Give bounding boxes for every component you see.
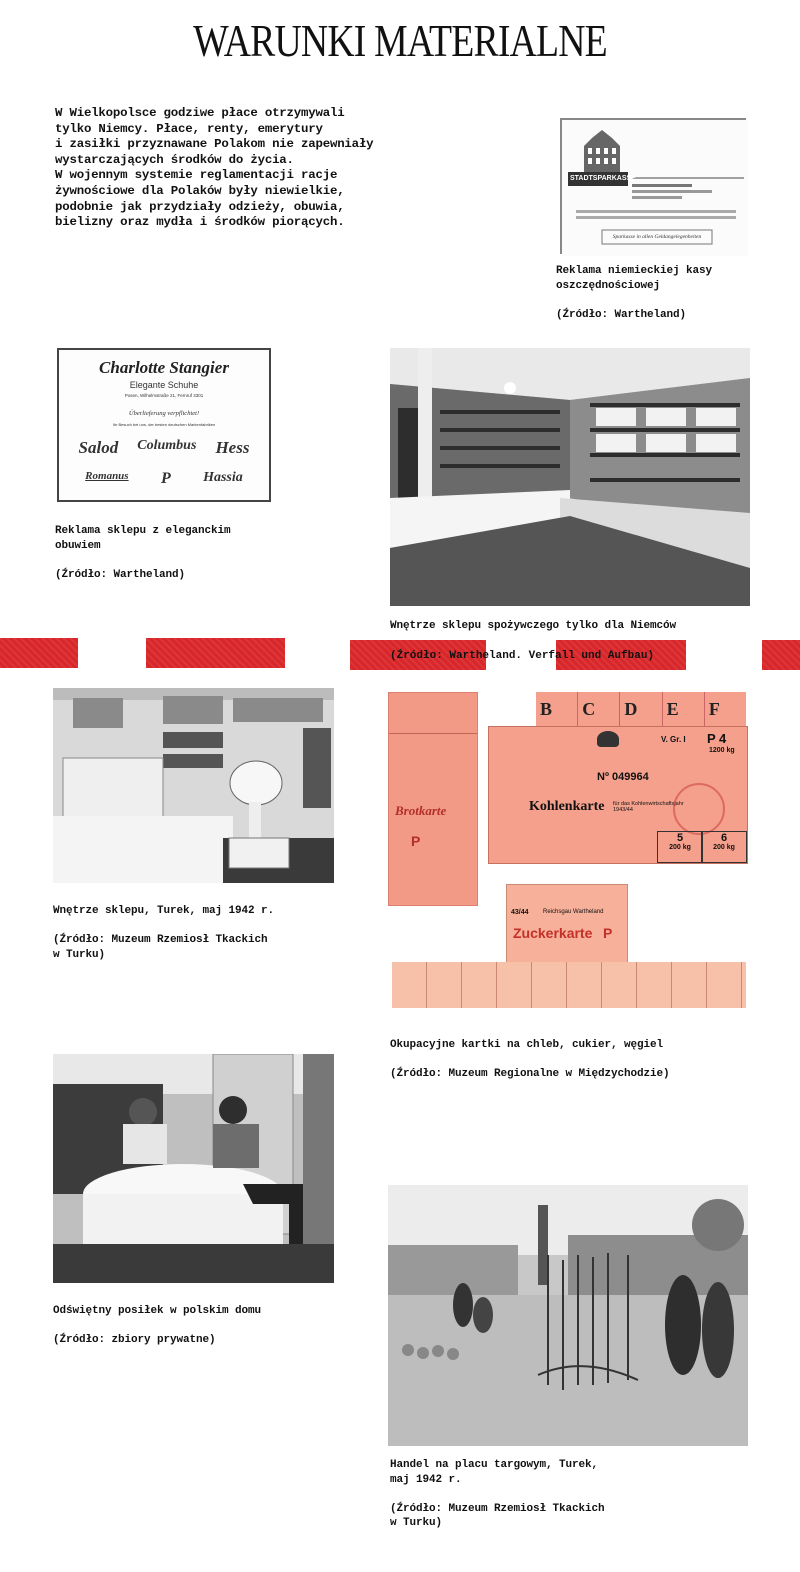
brand-label: Columbus [137, 438, 197, 453]
divider [389, 733, 477, 734]
brand-label: Salod [78, 438, 119, 457]
coal-cell-5: 5 200 kg [657, 831, 703, 863]
shoe-brands-row2 [69, 470, 259, 488]
sugar-ration-card [506, 884, 628, 964]
class-label: V. Gr. I [661, 735, 686, 744]
shoe-shop-address: Posen, Wilhelmstraße 21, Fernruf 3301 [124, 393, 204, 398]
brand-label: Hassia [203, 470, 243, 485]
shoe-ad-line1: Überlieferung verpflichtet! [128, 410, 200, 417]
red-band-segment [762, 640, 800, 670]
caption-bank-ad: Reklama niemieckiej kasy oszczędnościowej (Źródło: Wartheland) [556, 265, 713, 321]
p4-label: P 4 [707, 731, 727, 746]
caption-shoe-ad: Reklama sklepu z eleganckim obuwiem (Źródło: Wartheland) [55, 525, 231, 581]
intro-paragraph: W Wielkopolsce godziwe płace otrzymywali tylko Niemcy. Płace, renty, emerytury i zasiłki przyznawane Polakom nie zapewniały wystarczających środków do życia. W wojennym systemie reglamentacji racje żywnościowe dla Polaków były niewielkie, podobnie jak przydziały odzieży, obuwia, bielizny oraz mydła i środków piorących. [55, 106, 374, 230]
shoe-ad-line2: Ihr Besuch bei uns, der besten deutschen Markenfabriken [112, 422, 216, 427]
coal-card-label: Kohlenkarte [529, 799, 605, 814]
bank-ad-footer: Sparkasse in allen Geldangelegenheiten [612, 234, 702, 240]
bread-card-label: Brotkarte [395, 803, 447, 818]
coupon-cell: B [536, 692, 578, 726]
bank-advertisement [560, 118, 746, 254]
brand-label: Hess [215, 438, 250, 457]
coal-ration-card [488, 726, 748, 864]
caption-market: Handel na placu targowym, Turek, maj 1942 r. (Źródło: Muzeum Rzemiosł Tkackich w Turku) [390, 1459, 605, 1529]
brand-label: Romanus [85, 470, 129, 482]
meal-photo [53, 1054, 334, 1283]
weight-label: 1200 kg [709, 747, 735, 754]
coal-cell-6: 6 200 kg [701, 831, 747, 863]
coal-stamp [673, 783, 725, 835]
coal-card-sub: für das Kohlenwirtschaftsjahr 1943/44 [613, 801, 684, 813]
coupon-cell: F [705, 692, 746, 726]
caption-meal: Odświętny posiłek w polskim domu (Źródło: zbiory prywatne) [53, 1305, 262, 1346]
coupon-cell: E [663, 692, 705, 726]
caption-turek-shop: Wnętrze sklepu, Turek, maj 1942 r. (Źródło: Muzeum Rzemiosł Tkackich w Turku) [53, 905, 275, 961]
page-title: WARUNKI MATERIALNE [193, 15, 607, 66]
coupon-cell: D [620, 692, 662, 726]
bread-ration-card [388, 692, 478, 906]
card-number: Nº 049964 [597, 771, 649, 783]
bread-card-p: P [411, 833, 421, 849]
grocery-store-photo [390, 348, 750, 606]
shoe-brands-row1 [69, 438, 259, 458]
sugar-region: Reichsgau Wartheland [543, 909, 604, 915]
red-band-segment [0, 638, 78, 668]
shoe-advertisement [57, 348, 271, 502]
caption-grocery: Wnętrze sklepu spożywczego tylko dla Niemców [390, 620, 677, 632]
sugar-card-p: P [603, 925, 613, 941]
coupon-row [536, 692, 746, 726]
eagle-emblem [597, 731, 619, 747]
shoe-shop-name: Charlotte Stangier [99, 358, 229, 377]
caption-ration-cards: Okupacyjne kartki na chleb, cukier, węgiel (Źródło: Muzeum Regionalne w Międzychodzie) [390, 1039, 670, 1080]
sugar-period: 43/44 [511, 909, 529, 916]
ration-cards-group [388, 688, 748, 1013]
market-photo [388, 1185, 748, 1446]
sugar-coupon-strip [392, 962, 746, 1008]
sugar-card-label: Zuckerkarte [513, 925, 593, 941]
brand-label: P [160, 470, 171, 487]
shoe-shop-subtitle: Elegante Schuhe [129, 380, 199, 390]
coupon-cell: C [578, 692, 620, 726]
red-band-segment [146, 638, 285, 668]
caption-grocery-source: (Źródło: Wartheland. Verfall und Aufbau) [390, 650, 655, 662]
turek-shop-photo [53, 688, 334, 883]
bank-name: STADTSPARKASSE [570, 175, 636, 182]
